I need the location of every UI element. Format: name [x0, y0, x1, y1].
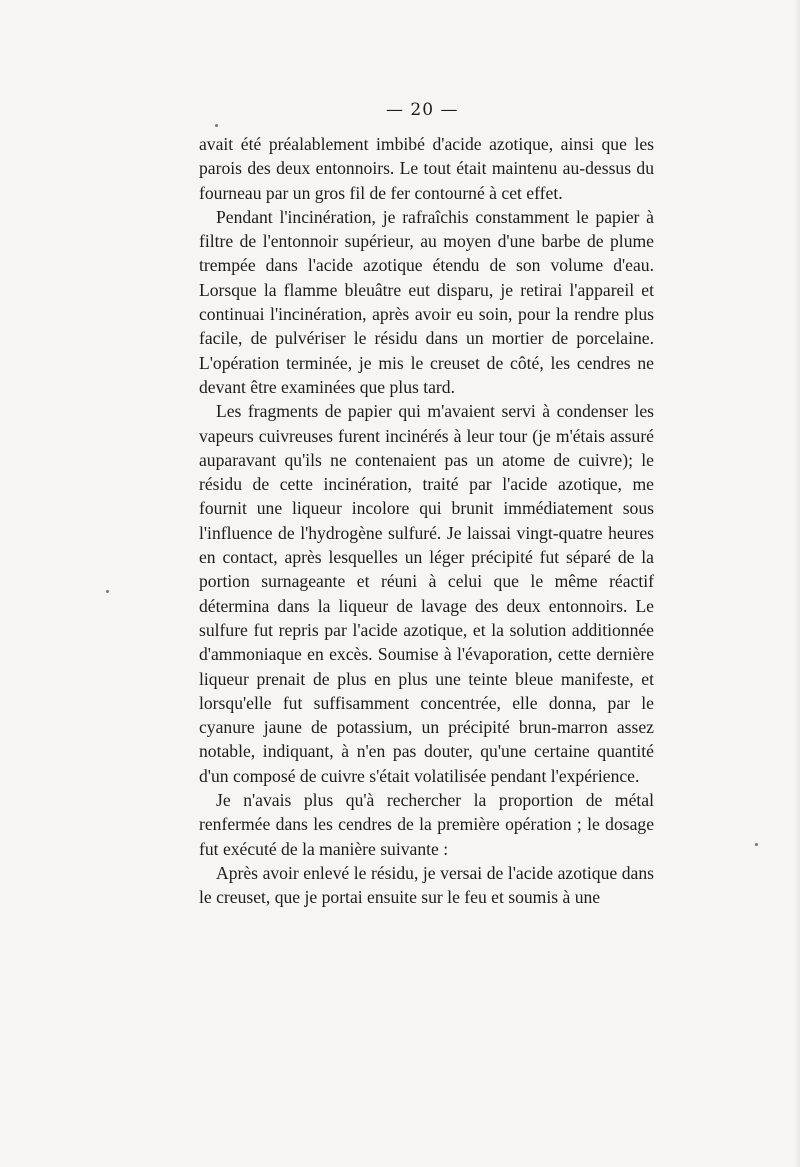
paragraph-proportion: Je n'avais plus qu'à rechercher la proportion de métal renfermée dans les cendres de la première opération ; le dosage fut exécuté de la manière suivante : [199, 790, 654, 859]
ink-speck [755, 843, 758, 846]
body-text [199, 132, 654, 910]
paragraph-incineration: Pendant l'incinération, je rafraîchis constamment le papier à filtre de l'entonnoir supérieur, au moyen d'une barbe de plume trempée dans l'acide azotique étendu de son volume d'eau. Lorsque la flamme bleuâtre eut disparu, je retirai l'appareil et continuai l'incinération, après avoir eu soin, pour la rendre plus facile, de pulvériser le résidu dans un mortier de porcelaine. L'opération terminée, je mis le creuset de côté, les cendres ne devant être examinées que plus tard. [199, 206, 654, 397]
ink-speck [106, 590, 109, 593]
ink-speck [215, 124, 218, 127]
paragraph-fragments: Les fragments de papier qui m'avaient servi à condenser les vapeurs cuivreuses furent incinérés à leur tour (je m'étais assuré auparavant qu'ils ne contenaient pas un atome de cuivre); le résidu de cette incinération, traité par l'acide azotique, me fournit une liqueur incolore qui brunit immédiatement sous l'influence de l'hydrogène sulfuré. Je laissai vingt-quatre heures en contact, après lesquelles un léger précipité fut séparé de la portion surnageante et réuni à celui que le même réactif détermina dans la liqueur de lavage des deux entonnoirs. Le sulfure fut repris par l'acide azotique, et la solution additionnée d'ammoniaque en excès. Soumise à l'évaporation, cette dernière liqueur prenait de plus en plus une teinte bleue manifeste, et lorsqu'elle fut suffisamment concentrée, elle donna, par le cyanure jaune de potassium, un précipité brun-marron assez notable, indiquant, à n'en pas douter, qu'une certaine quantité d'un composé de cuivre s'était volatilisée pendant l'expérience. [199, 401, 654, 786]
paragraph-continuation: avait été préalablement imbibé d'acide azotique, ainsi que les parois des deux entonnoirs. Le tout était maintenu au-dessus du fourneau par un gros fil de fer contourné à cet effet. [199, 134, 654, 203]
paragraph-residue: Après avoir enlevé le résidu, je versai de l'acide azotique dans le creuset, que je portai ensuite sur le feu et soumis à une [199, 862, 654, 908]
page-edge-shadow [794, 0, 800, 1167]
page-number: — 20 — [386, 100, 459, 120]
